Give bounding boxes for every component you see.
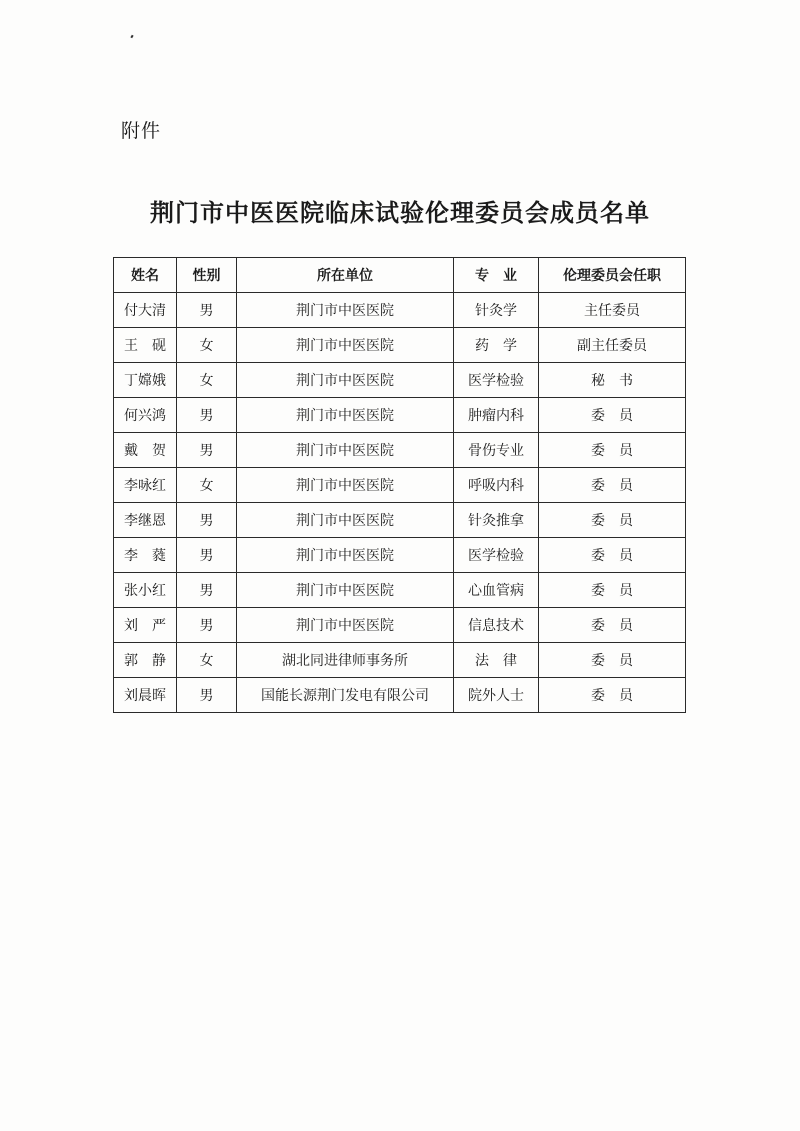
- table-row: [114, 678, 686, 713]
- header-name: 姓名: [114, 258, 177, 293]
- cell-major: 法 律: [454, 643, 539, 678]
- cell-unit: 荆门市中医医院: [237, 503, 454, 538]
- cell-unit: 荆门市中医医院: [237, 328, 454, 363]
- cell-name: 郭 静: [114, 643, 177, 678]
- cell-name: 张小红: [114, 573, 177, 608]
- header-major: 专 业: [454, 258, 539, 293]
- header-role: 伦理委员会任职: [539, 258, 686, 293]
- cell-gender: 男: [177, 293, 237, 328]
- cell-unit: 国能长源荆门发电有限公司: [237, 678, 454, 713]
- cell-major: 心血管病: [454, 573, 539, 608]
- cell-gender: 女: [177, 643, 237, 678]
- cell-name: 李咏红: [114, 468, 177, 503]
- cell-name: 李 蕤: [114, 538, 177, 573]
- cell-major: 骨伤专业: [454, 433, 539, 468]
- cell-role: 委 员: [539, 678, 686, 713]
- cell-name: 刘 严: [114, 608, 177, 643]
- header-gender: 性别: [177, 258, 237, 293]
- cell-gender: 男: [177, 678, 237, 713]
- cell-unit: 荆门市中医医院: [237, 363, 454, 398]
- cell-role: 委 员: [539, 643, 686, 678]
- cell-major: 针灸推拿: [454, 503, 539, 538]
- table-row: [114, 538, 686, 573]
- cell-name: 付大清: [114, 293, 177, 328]
- cell-name: 丁嫦娥: [114, 363, 177, 398]
- table-row: [114, 363, 686, 398]
- table-row: [114, 468, 686, 503]
- attachment-label: 附件: [121, 120, 162, 142]
- cell-name: 何兴鸿: [114, 398, 177, 433]
- cell-unit: 荆门市中医医院: [237, 608, 454, 643]
- cell-role: 委 员: [539, 433, 686, 468]
- header-unit: 所在单位: [237, 258, 454, 293]
- cell-major: 药 学: [454, 328, 539, 363]
- cell-role: 主任委员: [539, 293, 686, 328]
- cell-unit: 荆门市中医医院: [237, 398, 454, 433]
- cell-unit: 荆门市中医医院: [237, 433, 454, 468]
- document-title: 荆门市中医医院临床试验伦理委员会成员名单: [150, 199, 650, 227]
- cell-gender: 男: [177, 538, 237, 573]
- cell-major: 呼吸内科: [454, 468, 539, 503]
- cell-name: 戴 贺: [114, 433, 177, 468]
- table-row: [114, 433, 686, 468]
- cell-unit: 湖北同进律师事务所: [237, 643, 454, 678]
- cell-gender: 女: [177, 328, 237, 363]
- cell-unit: 荆门市中医医院: [237, 293, 454, 328]
- cell-role: 委 员: [539, 468, 686, 503]
- cell-unit: 荆门市中医医院: [237, 468, 454, 503]
- cell-unit: 荆门市中医医院: [237, 538, 454, 573]
- member-table: [113, 257, 686, 713]
- cell-unit: 荆门市中医医院: [237, 573, 454, 608]
- cell-role: 副主任委员: [539, 328, 686, 363]
- table-row: [114, 573, 686, 608]
- cell-gender: 男: [177, 398, 237, 433]
- table-header-row: [114, 258, 686, 293]
- cell-major: 信息技术: [454, 608, 539, 643]
- cell-role: 委 员: [539, 538, 686, 573]
- cell-gender: 女: [177, 363, 237, 398]
- cell-role: 委 员: [539, 608, 686, 643]
- cell-major: 医学检验: [454, 538, 539, 573]
- cell-gender: 女: [177, 468, 237, 503]
- cell-name: 王 砚: [114, 328, 177, 363]
- cell-role: 委 员: [539, 573, 686, 608]
- table-row: [114, 328, 686, 363]
- table-row: [114, 643, 686, 678]
- cell-role: 委 员: [539, 503, 686, 538]
- cell-gender: 男: [177, 433, 237, 468]
- cell-gender: 男: [177, 573, 237, 608]
- cell-name: 刘晨晖: [114, 678, 177, 713]
- cell-major: 肿瘤内科: [454, 398, 539, 433]
- cell-gender: 男: [177, 503, 237, 538]
- cell-major: 院外人士: [454, 678, 539, 713]
- scan-speck: [130, 35, 133, 39]
- table-row: [114, 398, 686, 433]
- table-row: [114, 503, 686, 538]
- cell-role: 委 员: [539, 398, 686, 433]
- cell-major: 医学检验: [454, 363, 539, 398]
- table-row: [114, 608, 686, 643]
- cell-name: 李继恩: [114, 503, 177, 538]
- table-row: [114, 293, 686, 328]
- cell-role: 秘 书: [539, 363, 686, 398]
- cell-major: 针灸学: [454, 293, 539, 328]
- cell-gender: 男: [177, 608, 237, 643]
